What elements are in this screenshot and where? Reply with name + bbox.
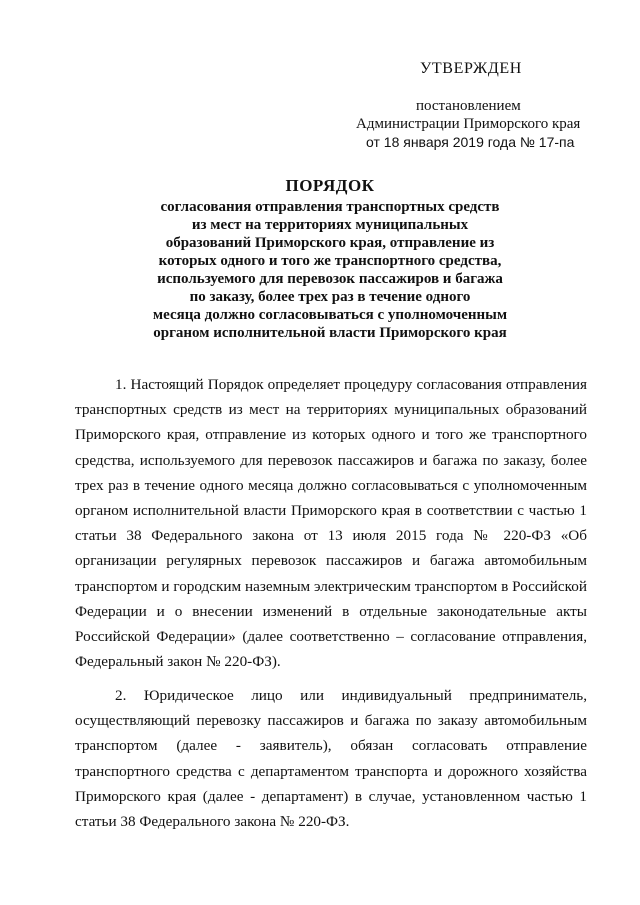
heading-line: образований Приморского края, отправление из <box>165 235 495 251</box>
heading-line: используемого для перевозок пассажиров и багажа <box>157 271 503 287</box>
heading-line: месяца должно согласовываться с уполномоченным <box>152 307 508 323</box>
approval-line-1: постановлением <box>416 98 521 114</box>
document-heading <box>100 176 560 342</box>
paragraph-line: организации регулярных перевозок пассажиров и багажа автомобильным <box>75 552 587 570</box>
paragraph-line: транспортного средства с департаментом транспорта и дорожного хозяйства <box>75 762 587 780</box>
paragraph-line: транспортом и городским наземным электрическим транспортом в Российской <box>75 577 587 595</box>
approval-line-3: от 18 января 2019 года № 17-па <box>366 134 575 150</box>
paragraph-2 <box>75 683 587 834</box>
paragraph-line: трех раз в течение одного месяца должно согласовываться с уполномоченным <box>75 476 587 494</box>
paragraph-line: транспортом (далее - заявитель), обязан согласовать отправление <box>75 737 587 755</box>
approval-title: УТВЕРЖДЕН <box>420 60 522 77</box>
approval-line-2: Администрации Приморского края <box>356 116 581 132</box>
heading-line: по заказу, более трех раз в течение одного <box>189 289 471 305</box>
paragraph-line: Приморского края (далее - департамент) в случае, установленном частью 1 <box>75 787 587 805</box>
paragraph-line: Федеральный закон № 220-ФЗ). <box>75 653 281 671</box>
heading-line: согласования отправления транспортных средств <box>160 199 500 215</box>
heading-line: органом исполнительной власти Приморского края <box>153 325 507 341</box>
paragraph-line: Приморского края, отправление из которых одного и того же транспортного <box>75 426 587 444</box>
paragraph-line: средства, используемого для перевозок пассажиров и багажа по заказу, более <box>75 451 587 469</box>
paragraph-line: транспортных средств из мест на территориях муниципальных образований <box>75 401 587 419</box>
paragraph-1 <box>75 372 587 674</box>
paragraph-line: 2. Юридическое лицо или индивидуальный предприниматель, <box>115 687 587 704</box>
paragraph-line: Российской Федерации» (далее соответственно – согласование отправления, <box>75 627 587 645</box>
paragraph-line: органом исполнительной власти Приморского края в соответствии с частью 1 <box>75 501 587 519</box>
paragraph-line: Федерации и о внесении изменений в отдельные законодательные акты <box>75 602 587 620</box>
heading-title: ПОРЯДОК <box>285 176 375 195</box>
paragraph-line: статьи 38 Федерального закона от 13 июля 2015 года № 220-ФЗ «Об <box>75 527 587 545</box>
paragraph-line: осуществляющий перевозку пассажиров и багажа по заказу автомобильным <box>75 712 587 730</box>
heading-line: из мест на территориях муниципальных <box>191 217 469 233</box>
heading-line: которых одного и того же транспортного средства, <box>158 253 502 269</box>
paragraph-line: 1. Настоящий Порядок определяет процедуру согласования отправления <box>115 376 587 393</box>
paragraph-line: статьи 38 Федерального закона № 220-ФЗ. <box>75 812 350 830</box>
